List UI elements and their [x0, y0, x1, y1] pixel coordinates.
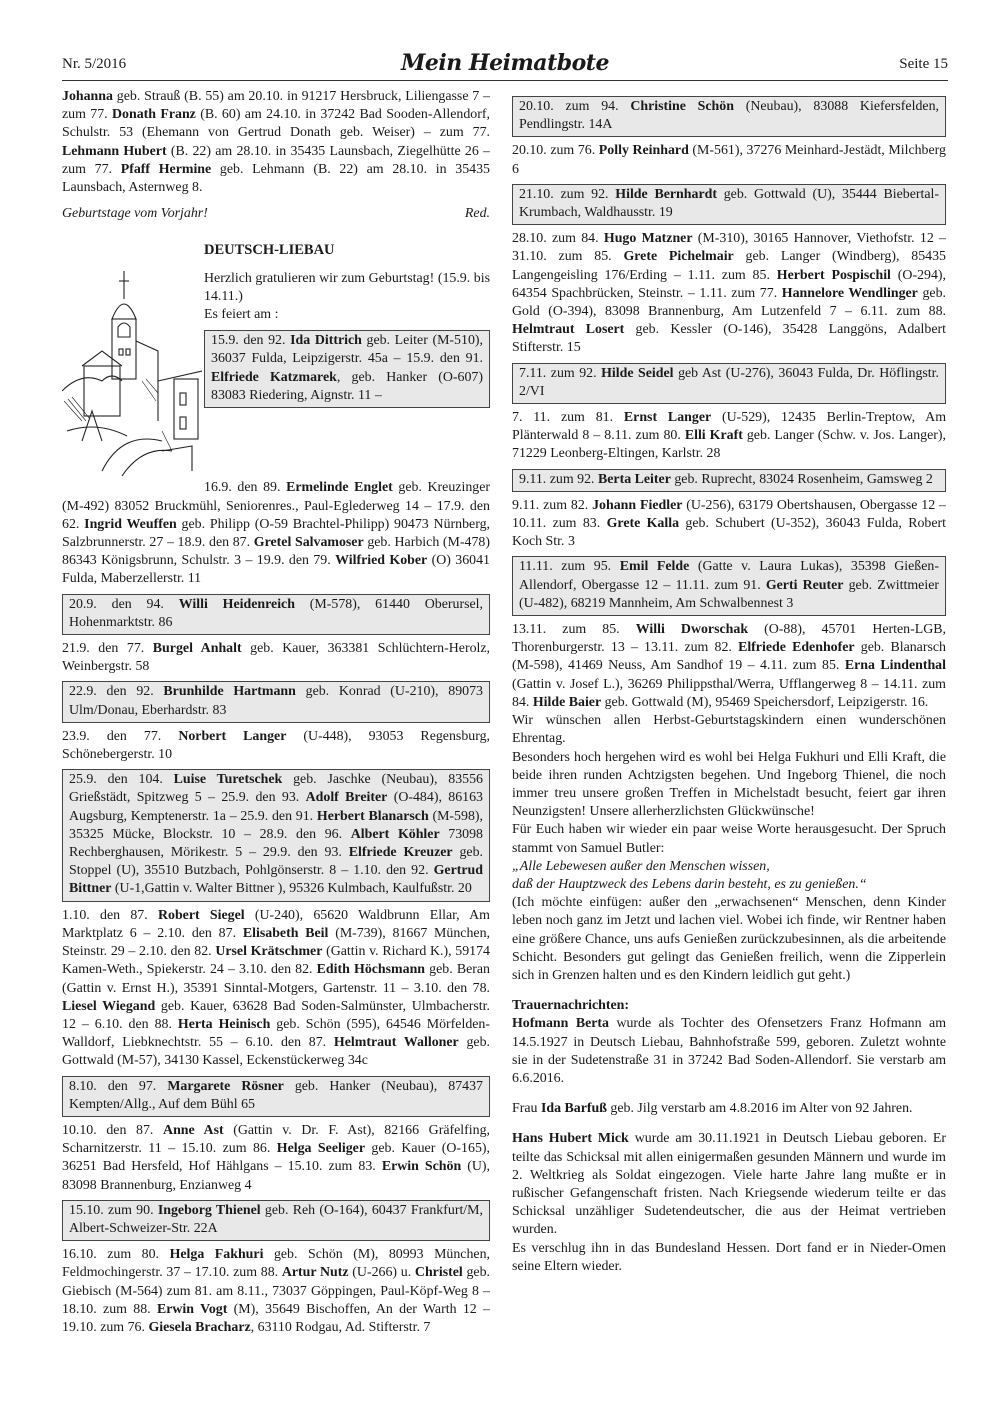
highlight-box: 7.11. zum 92. Hilde Seidel geb Ast (U-276), 36043 Fulda, Dr. Höflingstr. 2/VI — [512, 363, 946, 404]
issue-number: Nr. 5/2016 — [62, 56, 127, 72]
obituary-entry: Hofmann Berta wurde als Tochter des Ofensetzers Franz Hofmann am 14.5.1927 in Deutsch Liebau, Bahnhofstraße 599, geboren. Zuletzt wohnte sie in der Sudetenstraße 31 in 37242 Bad Soden-Allendorf. Sie verstarb am 6.6.2016. — [512, 1016, 947, 1086]
obituary-entry: Hans Hubert Mick wurde am 30.11.1921 in Deutsch Liebau geboren. Er teilte das Schicksal mit allen einigermaßen gesunden Männern und wurde im 2. Weltkrieg als Soldat eingezogen. Viele harte Jahre lang mußte er in rußischer Gefangenschaft fristen. Nach Kriegsende wiederum teilte er das Schicksal unzähliger Sudetendeutscher, die aus der Heimat vertrieben wurden. — [512, 1131, 946, 1238]
birthday-entry: 9.11. zum 82. Johann Fiedler (U-256), 63179 Obertshausen, Obergasse 12 – 10.11. zum 83. Grete Kalla geb. Schubert (U-352), 36043 Fulda, Robert Koch Str. 3 — [512, 497, 946, 550]
obituary-entry: Es verschlug ihn in das Bundesland Hessen. Dort fand er in Nieder-Omen seine Eltern wieder. — [512, 1240, 946, 1274]
birthday-entry: 21.9. den 77. Burgel Anhalt geb. Kauer, 363381 Schlüchtern-Herolz, Weinbergstr. 58 — [62, 641, 491, 675]
highlight-box: 11.11. zum 95. Emil Felde (Gatte v. Laura Lukas), 35398 Gießen-Allendorf, Obergasse 12 – 11.11. zum 91. Gerti Reuter geb. Zwittmeier (U-482), 68219 Mannheim, Am Schwalbennest 3 — [512, 556, 946, 616]
page-header — [62, 50, 948, 78]
birthday-entry: 7. 11. zum 81. Ernst Langer (U-529), 12435 Berlin-Treptow, Am Plänterwald 8 – 8.11. zum 80. Elli Kraft geb. Langer (Schw. v. Jos. Langer), 71229 Leonberg-Eltingen, Karlstr. 28 — [512, 410, 947, 462]
wish-text: Wir wünschen allen Herbst-Geburtstagskindern einen wunderschönen Ehrentag. — [512, 713, 946, 747]
special-wishes-text: Besonders hoch hergehen wird es wohl bei Helga Fukhuri und Elli Kraft, die beide ihren runden Achtzigsten begehen. Und Ingeborg Thienel, die noch immer treu unsere großen Treffen in Michelstadt besucht, feiert gar ihren Neunzigsten! Unsere allerherzlichsten Glückwünsche! — [512, 749, 946, 820]
quote-line: daß der Hauptzweck des Lebens darin besteht, es zu genießen.“ — [512, 876, 867, 892]
editor-signature: Geburtstage vom Vorjahr! Red. — [62, 206, 490, 222]
liebau-text — [204, 241, 490, 413]
greeting-text: Herzlich gratulieren wir zum Geburtstag! (15.9. bis 14.11.) — [204, 270, 490, 304]
right-column — [512, 88, 946, 1276]
section-heading: DEUTSCH-LIEBAU — [204, 242, 335, 259]
quote-intro-text: Für Euch haben wir wieder ein paar weise Worte herausgesucht. Der Spruch stammt von Samuel Butler: — [512, 822, 946, 856]
highlight-box: 21.10. zum 92. Hilde Bernhardt geb. Gottwald (U), 35444 Biebertal-Krumbach, Waldhausstr. 19 — [512, 184, 946, 225]
highlight-box: 20.9. den 94. Willi Heidenreich (M-578), 61440 Oberursel, Hohenmarktstr. 86 — [62, 594, 490, 635]
highlight-box: 8.10. den 97. Margarete Rösner geb. Hanker (Neubau), 87437 Kempten/Allg., Auf dem Bühl 65 — [62, 1076, 490, 1117]
left-column — [62, 88, 490, 1337]
page-number: Seite 15 — [899, 56, 948, 72]
deutsch-liebau-section — [62, 241, 490, 479]
intro-paragraph: Johanna geb. Strauß (B. 55) am 20.10. in 91217 Hersbruck, Liliengasse 7 – zum 77. Donath Franz (B. 60) am 24.10. in 37242 Bad Sooden-Allendorf, Schulstr. 53 (Ehemann von Gertrud Donath geb. Weiser) – zum 77. Lehmann Hubert (B. 22) am 28.10. in 35435 Launsbach, Ziegelhütte 26 – zum 77. Pfaff Hermine geb. Lehmann (B. 22) am 28.10. in 35435 Launsbach, Asternweg 8. — [62, 89, 490, 196]
highlight-box: 25.9. den 104. Luise Turetschek geb. Jaschke (Neubau), 83556 Grießstädt, Spitzweg 5 – 25.9. den 93. Adolf Breiter (O-484), 86163 Augsburg, Kemptenerstr. 1a – 25.9. den 91. Herbert Blanarsch (M-598), 35325 Mücke, Blockstr. 10 – 28.9. den 96. Albert Köhler 73098 Rechberghausen, Mörikestr. 5 – 29.9. den 93. Elfriede Kreuzer geb. Stoppel (U), 35510 Butzbach, Pohlgönserstr. 8 – 1.10. den 92. Gertrud Bittner (U-1,Gattin v. Walter Bittner ), 95326 Kulmbach, Kaulfußstr. 20 — [62, 769, 490, 901]
masthead-logo: Mein Heimatbote — [401, 50, 609, 76]
highlight-box: 20.10. zum 94. Christine Schön (Neubau), 83088 Kiefersfelden, Pendlingstr. 14A — [512, 96, 946, 137]
birthday-entry: 13.11. zum 85. Willi Dworschak (O-88), 45701 Herten-LGB, Thorenburgerstr. 13 – 13.11. zum 82. Elfriede Edenhofer geb. Blanarsch (M-598), 41469 Neuss, Am Sandhof 19 – 4.11. zum 85. Erna Lindenthal (Gattin v. Josef L.), 36269 Philippsthal/Werra, Ufflangerweg 8 – 14.11. zum 84. Hilde Baier geb. Gottwald (M), 95469 Speichersdorf, Leipzigerstr. 16. — [512, 622, 946, 710]
highlight-box: 15.10. zum 90. Ingeborg Thienel geb. Reh (O-164), 60437 Frankfurt/M, Albert-Schweizer-Str. 22A — [62, 1200, 490, 1241]
birthday-entry: 16.10. zum 80. Helga Fakhuri geb. Schön (M), 80993 München, Feldmochingerstr. 37 – 17.10. zum 88. Artur Nutz (U-266) u. Christel geb. Giebisch (M-564) zum 81. am 8.11., 73037 Göppingen, Paul-Köpf-Weg 8 – 18.10. zum 88. Erwin Vogt (M), 35649 Bischoffen, An der Warth 12 – 19.10. zum 76. Giesela Bracharz, 63110 Rodgau, Ad. Stifterstr. 7 — [62, 1247, 491, 1335]
quote-line: „Alle Lebewesen außer den Menschen wissen, — [512, 858, 770, 874]
highlight-box: 9.11. zum 92. Berta Leiter geb. Ruprecht, 83024 Rosenheim, Gamsweg 2 — [512, 469, 946, 492]
celebrates-text: Es feiert am : — [204, 307, 279, 323]
highlight-box: 22.9. den 92. Brunhilde Hartmann geb. Konrad (U-210), 89073 Ulm/Donau, Eberhardstr. 83 — [62, 681, 490, 722]
obituary-heading: Trauernachrichten: — [512, 998, 630, 1014]
remark-text: (Ich möchte einfügen: außer den „erwachsenen“ Menschen, denn Kinder leben noch ganz im Jetzt und lachen viel. Wobei ich finde, wir Rentner haben eine größere Chance, uns aufs Genießen zurückzubesinnen, als die arbeitende Schicht. Besonders gut gelingt das Genießen freilich, wenn die Zipperlein sich in Grenzen halten und es den Kindern leidlich gut geht.) — [512, 895, 946, 983]
birthday-entry: 16.9. den 89. Ermelinde Englet geb. Kreuzinger (M-492) 83052 Bruckmühl, Seniorenres., Paul-Eglederweg 14 – 17.9. den 62. Ingrid Weuffen geb. Philipp (O-59 Brachtel-Philipp) 90473 Nürnberg, Salzbrunnerstr. 27 – 18.9. den 87. Gretel Salvamoser geb. Harbich (M-478) 86343 Königsbrunn, Schulstr. 3 – 19.9. den 79. Wilfried Kober (O) 36041 Fulda, Maberzellerstr. 11 — [62, 480, 490, 587]
birthday-entry: 23.9. den 77. Norbert Langer (U-448), 93053 Regensburg, Schönebergerstr. 10 — [62, 728, 491, 763]
header-rule — [62, 80, 948, 81]
highlight-box: 15.9. den 92. Ida Dittrich geb. Leiter (M-510), 36037 Fulda, Leipzigerstr. 45a – 15.9. den 91. Elfriede Katzmarek, geb. Hanker (O-607) 83083 Riedering, Aignstr. 11 – — [204, 330, 490, 408]
village-sketch-illustration — [62, 271, 202, 479]
obituary-entry: Frau Ida Barfuß geb. Jilg verstarb am 4.8.2016 im Alter von 92 Jahren. — [512, 1101, 913, 1117]
birthday-entry: 28.10. zum 84. Hugo Matzner (M-310), 30165 Hannover, Viethofstr. 12 – 31.10. zum 85. Grete Pichelmair geb. Langer (Windberg), 85435 Langengeisling 176/Erding – 1.11. zum 85. Herbert Pospischil (O-294), 64354 Spachbrücken, Steinstr. – 1.11. zum 77. Hannelore Wendlinger geb. Gold (O-394), 83098 Brannenburg, Am Lutzenfeld 7 – 6.11. zum 88. Helmtraut Losert geb. Kessler (O-146), 35428 Langgöns, Adalbert Stifterstr. 15 — [512, 231, 947, 356]
birthday-entry: 10.10. den 87. Anne Ast (Gattin v. Dr. F. Ast), 82166 Gräfelfing, Scharnitzerstr. 11 – 15.10. zum 86. Helga Seeliger geb. Kauer (O-165), 36251 Bad Hersfeld, Hof Hählgans – 15.10. zum 83. Erwin Schön (U), 83098 Brannenburg, Enzianweg 4 — [62, 1122, 491, 1193]
birthday-entry: 20.10. zum 76. Polly Reinhard (M-561), 37276 Meinhard-Jestädt, Milchberg 6 — [512, 143, 946, 177]
birthday-entry: 1.10. den 87. Robert Siegel (U-240), 65620 Waldbrunn Ellar, Am Marktplatz 6 – 2.10. den 87. Elisabeth Beil (M-739), 81667 München, Steinstr. 29 – 2.10. den 82. Ursel Krätschmer (Gattin v. Richard K.), 59174 Kamen-Weth., Spiekerstr. 24 – 3.10. den 82. Edith Höchsmann geb. Beran (Gattin v. Ernst H.), 35391 Sinntal-Motgers, Gartenstr. 11 – 3.10. den 78. Liesel Wiegand geb. Kauer, 63628 Bad Soden-Salmünster, Ulmbacherstr. 12 – 6.10. den 88. Herta Heinisch geb. Schön (595), 64546 Mörfelden-Walldorf, Liebknechtstr. 55 – 6.10. den 87. Helmtraut Walloner geb. Gottwald (M-57), 34130 Kassel, Eckenstückerweg 34c — [62, 907, 491, 1069]
